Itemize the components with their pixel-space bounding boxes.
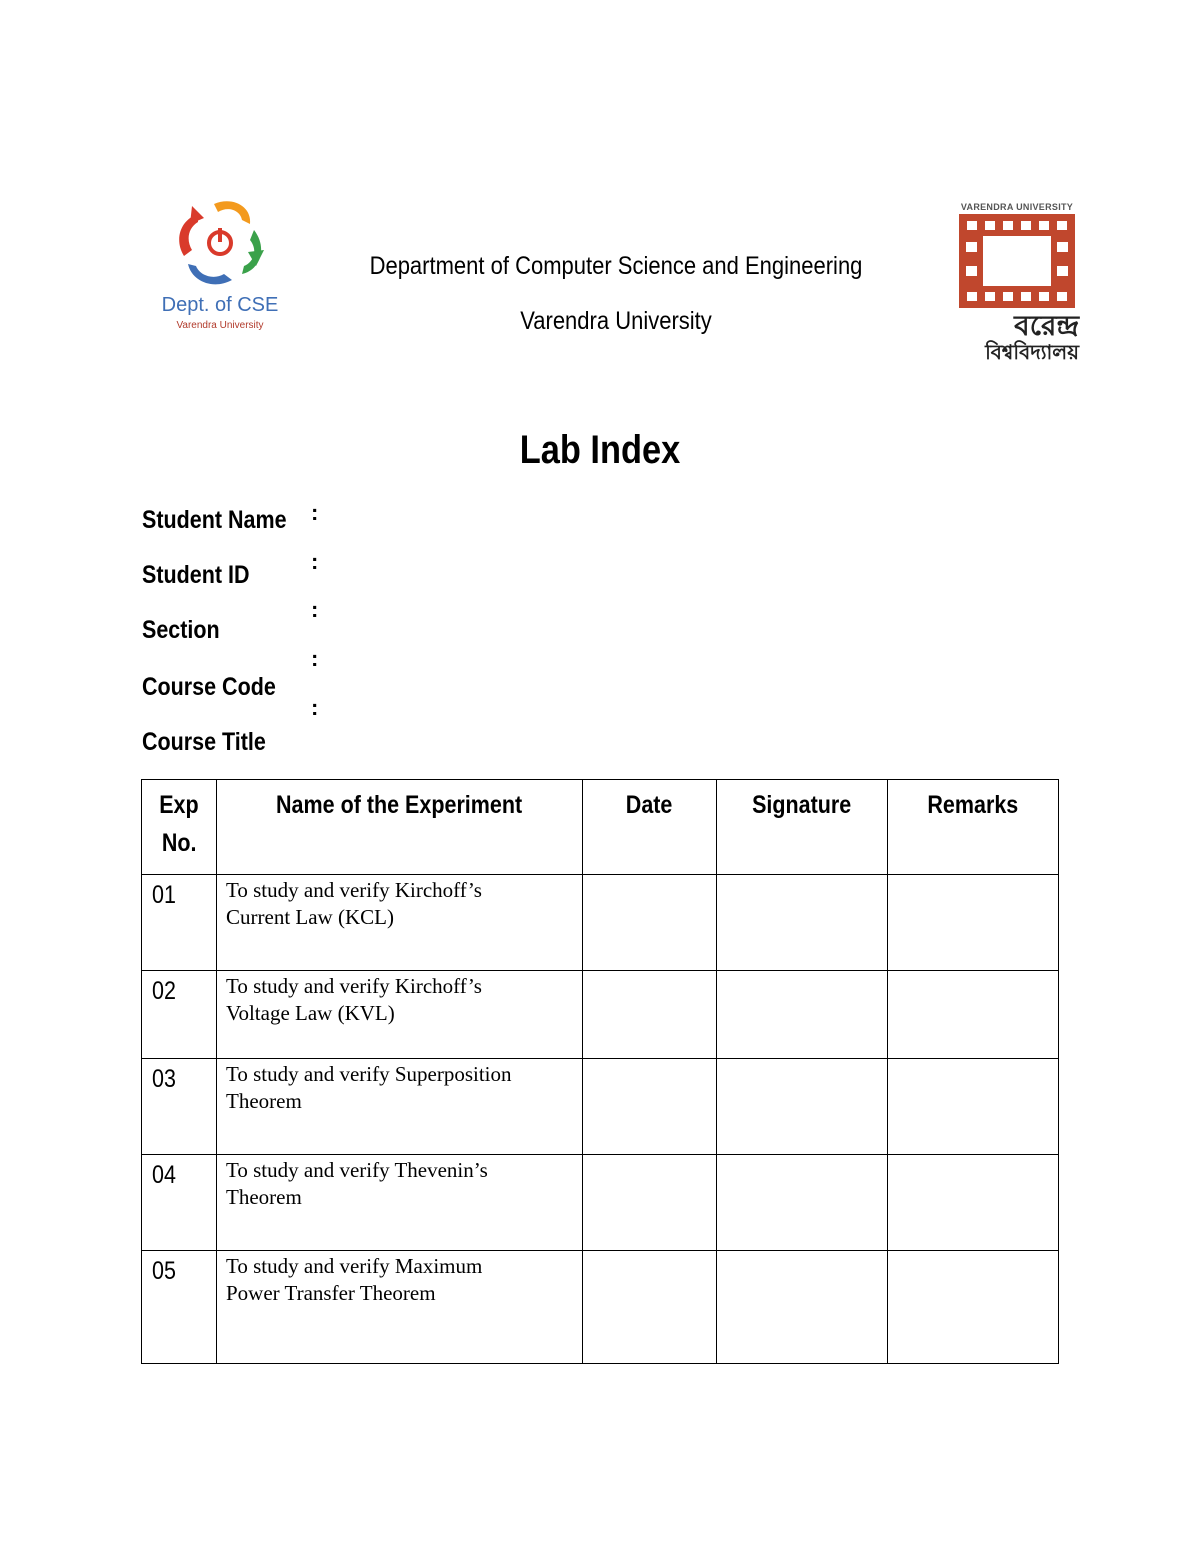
remarks-cell (888, 971, 1059, 1059)
signature-cell (717, 1155, 888, 1251)
experiment-name: To study and verify Superposition Theorem (217, 1059, 583, 1155)
university-name: Varendra University (520, 307, 712, 335)
date-cell (583, 971, 717, 1059)
remarks-cell (888, 1155, 1059, 1251)
logo-bangla-line1: বরেন্দ্র (1014, 310, 1079, 341)
date-cell (583, 1155, 717, 1251)
university-emblem-icon (959, 214, 1075, 308)
page-title: Lab Index (519, 428, 681, 472)
header-exp-no-line2: No. (161, 829, 197, 857)
header-exp-no (142, 780, 217, 875)
header-remarks: Remarks (888, 780, 1059, 875)
signature-cell (717, 971, 888, 1059)
logo-top-text: VARENDRA UNIVERSITY (960, 202, 1074, 212)
lab-index-table (141, 779, 1059, 1364)
table-row (142, 971, 1059, 1059)
exp-number: 01 (142, 875, 217, 971)
field-label-section: Section (142, 616, 220, 644)
exp-number: 02 (142, 971, 217, 1059)
signature-cell (717, 1251, 888, 1364)
header-date: Date (583, 780, 717, 875)
header-exp-no-line1: Exp (159, 791, 199, 819)
field-label-student-name: Student Name (142, 506, 287, 534)
field-colon-student-name: : (311, 500, 319, 525)
field-colon-course-code: : (311, 646, 319, 671)
date-cell (583, 1251, 717, 1364)
field-colon-student-id: : (311, 549, 319, 574)
table-row (142, 1251, 1059, 1364)
field-label-course-code: Course Code (142, 673, 276, 701)
table-row (142, 875, 1059, 971)
header-signature: Signature (717, 780, 888, 875)
exp-number: 05 (142, 1251, 217, 1364)
logo-bangla-line2: বিশ্ববিদ্যালয় (985, 342, 1079, 364)
signature-cell (717, 1059, 888, 1155)
cse-department-logo (160, 196, 280, 336)
experiment-name: To study and verify Maximum Power Transfer Theorem (217, 1251, 583, 1364)
cse-swirl-icon (170, 196, 270, 292)
date-cell (583, 875, 717, 971)
experiment-name: To study and verify Kirchoff’s Voltage Law (KVL) (217, 971, 583, 1059)
signature-cell (717, 875, 888, 971)
remarks-cell (888, 1251, 1059, 1364)
logo-university-text: Varendra University (176, 320, 264, 331)
date-cell (583, 1059, 717, 1155)
field-colon-course-title: : (311, 695, 319, 720)
logo-dept-text: Dept. of CSE (161, 294, 279, 316)
exp-number: 04 (142, 1155, 217, 1251)
remarks-cell (888, 1059, 1059, 1155)
remarks-cell (888, 875, 1059, 971)
header-experiment-name: Name of the Experiment (217, 780, 583, 875)
experiment-name: To study and verify Thevenin’s Theorem (217, 1155, 583, 1251)
field-label-course-title: Course Title (142, 728, 266, 756)
experiment-name: To study and verify Kirchoff’s Current Law (KCL) (217, 875, 583, 971)
field-label-student-id: Student ID (142, 561, 250, 589)
department-name: Department of Computer Science and Engineering (369, 252, 863, 280)
varendra-university-logo (955, 200, 1079, 368)
exp-number: 03 (142, 1059, 217, 1155)
table-header-row (142, 780, 1059, 875)
table-row (142, 1155, 1059, 1251)
table-row (142, 1059, 1059, 1155)
field-colon-section: : (311, 597, 319, 622)
